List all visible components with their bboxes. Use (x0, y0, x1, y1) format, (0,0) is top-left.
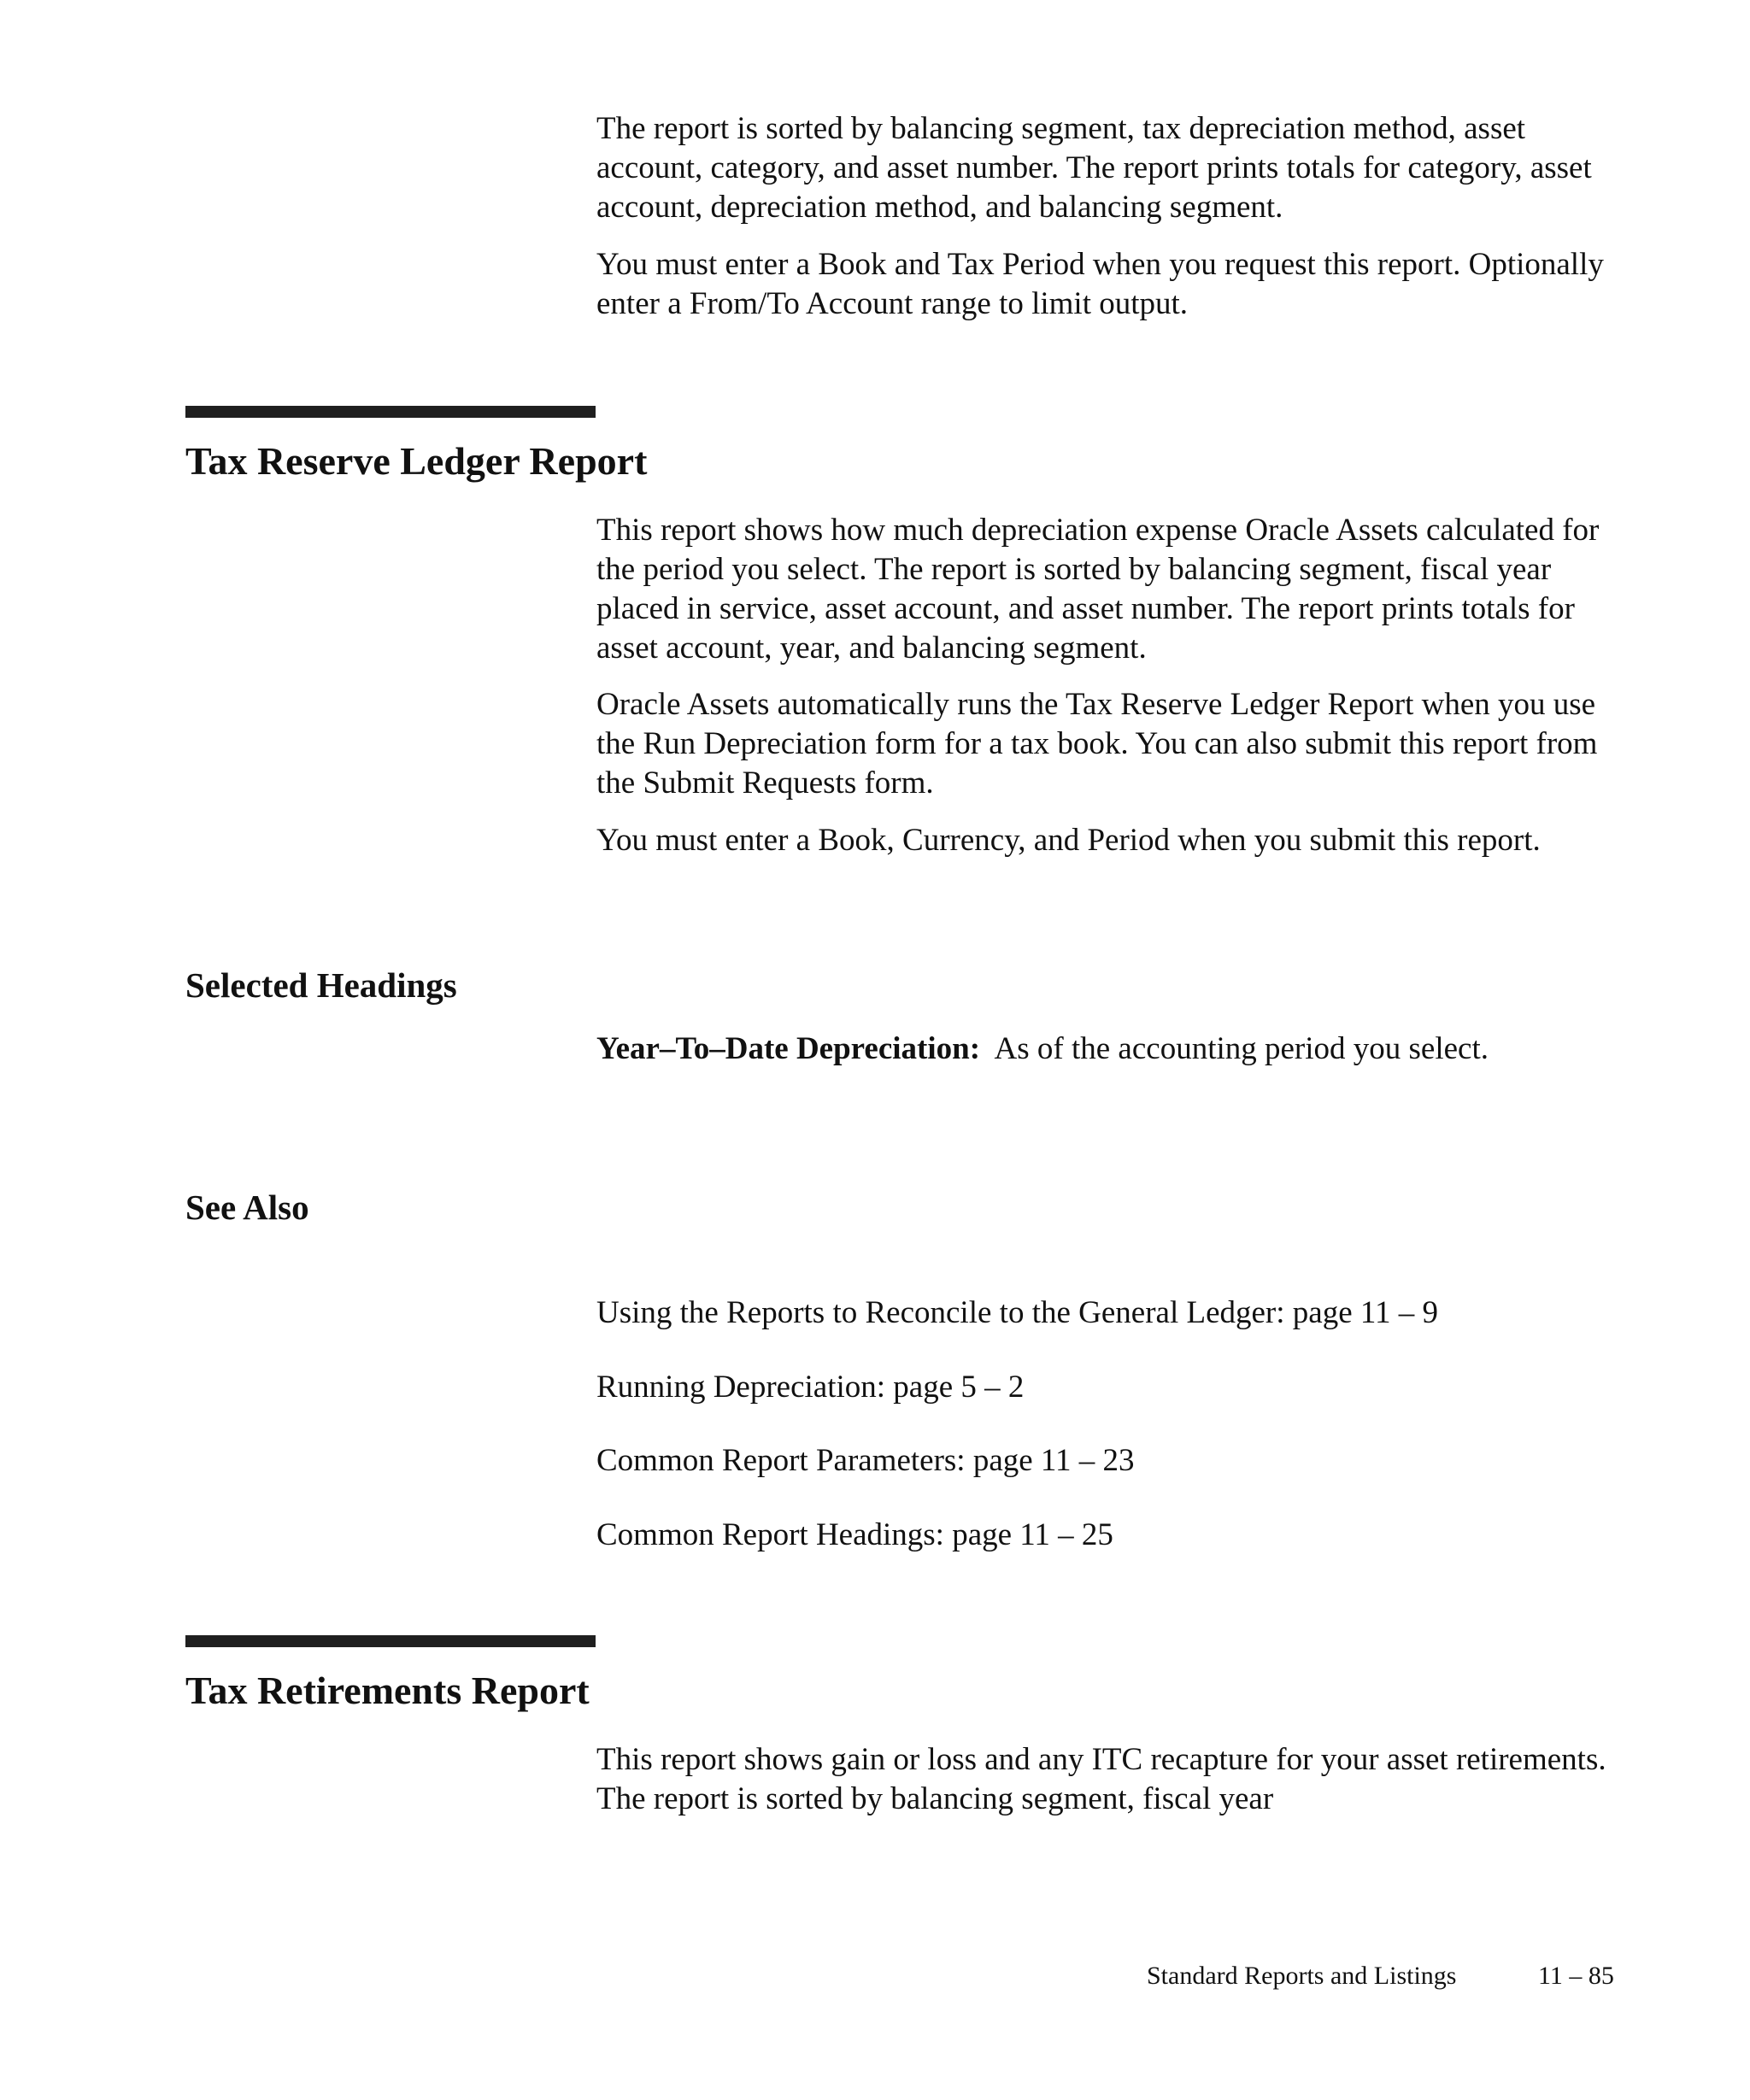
section-rule (185, 406, 596, 418)
tax-reserve-paragraph-3: You must enter a Book, Currency, and Period when you submit this report. (596, 823, 1541, 858)
see-also-link[interactable]: Common Report Parameters: page 11 – 23 (596, 1443, 1135, 1478)
heading-term-definition: As of the accounting period you select. (994, 1031, 1489, 1066)
intro-paragraph-2: You must enter a Book and Tax Period when you request this report. Optionally enter a From/To Account range to limit output. (596, 247, 1604, 321)
see-also-link[interactable]: Using the Reports to Reconcile to the General Ledger: page 11 – 9 (596, 1295, 1438, 1330)
selected-headings-title: Selected Headings (185, 965, 457, 1005)
section-title-tax-reserve: Tax Reserve Ledger Report (185, 439, 648, 483)
tax-reserve-paragraph-1: This report shows how much depreciation expense Oracle Assets calculated for the period you select. The report is sorted by balancing segment, fiscal year placed in service, asset account, and asset number. The report prints totals for asset account, year, and balancing segment. (596, 513, 1600, 666)
tax-retirements-paragraph-1: This report shows gain or loss and any ITC recapture for your asset retirements. The report is sorted by balancing segment, fiscal year (596, 1742, 1606, 1816)
intro-paragraph-1: The report is sorted by balancing segment, tax depreciation method, asset account, category, and asset number. The report prints totals for category, asset account, depreciation method, and balancing segment. (596, 111, 1592, 225)
section-rule (185, 1635, 596, 1647)
heading-term: Year–To–Date Depreciation: (596, 1031, 981, 1066)
section-title-tax-retirements: Tax Retirements Report (185, 1669, 590, 1712)
heading-definition (596, 1029, 1622, 1069)
footer-section-title: Standard Reports and Listings (1147, 1962, 1457, 1990)
footer-page-number: 11 – 85 (1538, 1962, 1614, 1990)
see-also-link[interactable]: Common Report Headings: page 11 – 25 (596, 1517, 1113, 1552)
tax-reserve-paragraph-2: Oracle Assets automatically runs the Tax Reserve Ledger Report when you use the Run Depreciation form for a tax book. You can also submit this report from the Submit Requests form. (596, 687, 1598, 801)
see-also-link[interactable]: Running Depreciation: page 5 – 2 (596, 1370, 1025, 1405)
see-also-title: See Also (185, 1188, 309, 1227)
